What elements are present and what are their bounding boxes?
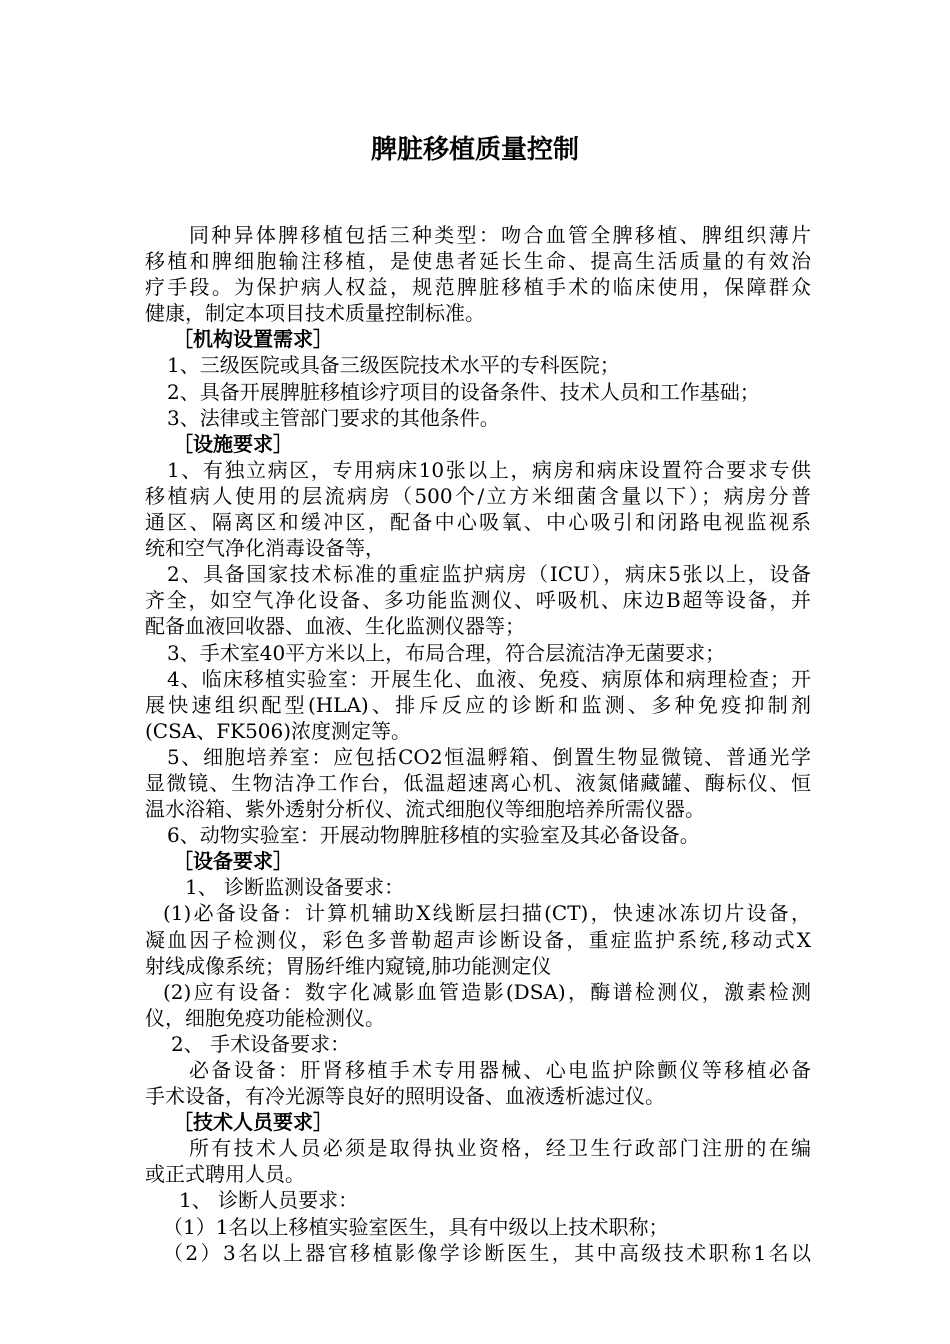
- text-line: 凝血因子检测仪，彩色多普勒超声诊断设备，重症监护系统,移动式X: [145, 927, 811, 952]
- text-line: (CSA、FK506)浓度测定等。: [145, 718, 412, 743]
- text-line: 所有技术人员必须是取得执业资格，经卫生行政部门注册的在编: [189, 1136, 811, 1161]
- text-line: 配备血液回收器、血液、生化监测仪器等；: [145, 614, 525, 639]
- text-line: 必备设备：肝肾移植手术专用器械、心电监护除颤仪等移植必备: [189, 1058, 811, 1082]
- text-line: 1、有独立病区，专用病床10张以上，病房和病床设置符合要求专供: [167, 457, 811, 482]
- text-line: （2）3名以上器官移植影像学诊断医生，其中高级技术职称1名以: [163, 1240, 811, 1265]
- text-line: 2、具备开展脾脏移植诊疗项目的设备条件、技术人员和工作基础；: [167, 379, 760, 404]
- text-line: 2、 手术设备要求：: [171, 1031, 351, 1056]
- text-line: 温水浴箱、紫外透射分析仪、流式细胞仪等细胞培养所需仪器。: [145, 797, 705, 822]
- text-line: (2)应有设备：数字化减影血管造影(DSA)，酶谱检测仪，激素检测: [163, 979, 811, 1004]
- text-line: 显微镜、生物洁净工作台，低温超速离心机、液氮储藏罐、酶标仪、恒: [145, 770, 811, 795]
- text-line: 仪，细胞免疫功能检测仪。: [145, 1005, 385, 1030]
- text-line: 移植病人使用的层流病房（500个/立方米细菌含量以下）；病房分普: [145, 483, 811, 508]
- text-line: 4、临床移植实验室：开展生化、血液、免疫、病原体和病理检查；开: [167, 666, 811, 691]
- text-line: 同种异体脾移植包括三种类型：吻合血管全脾移植、脾组织薄片: [189, 223, 811, 247]
- text-line: 3、法律或主管部门要求的其他条件。: [167, 405, 500, 430]
- text-line: 1、 诊断监测设备要求：: [185, 875, 405, 900]
- text-line: 移植和脾细胞输注移植，是使患者延长生命、提高生活质量的有效治: [145, 249, 811, 274]
- section-heading: ［设备要求］: [173, 849, 293, 874]
- text-line: 射线成像系统；胃肠纤维内窥镜,肺功能测定仪: [145, 953, 552, 978]
- text-line: 5、细胞培养室：应包括CO2恒温孵箱、倒置生物显微镜、普通光学: [167, 744, 811, 769]
- section-heading: ［技术人员要求］: [173, 1110, 333, 1135]
- section-heading: ［设施要求］: [173, 431, 293, 456]
- text-line: 统和空气净化消毒设备等，: [145, 536, 385, 561]
- text-line: 健康，制定本项目技术质量控制标准。: [145, 301, 485, 326]
- text-line: 6、动物实验室：开展动物脾脏移植的实验室及其必备设备。: [167, 823, 700, 848]
- text-line: 1、 诊断人员要求：: [179, 1188, 359, 1213]
- text-line: 手术设备，有冷光源等良好的照明设备、血液透析滤过仪。: [145, 1084, 665, 1109]
- text-line: 3、手术室40平方米以上，布局合理，符合层流洁净无菌要求；: [167, 640, 726, 665]
- text-line: 或正式聘用人员。: [145, 1162, 305, 1187]
- document-body: [145, 222, 811, 1266]
- text-line: 2、具备国家技术标准的重症监护病房（ICU），病床5张以上，设备: [167, 562, 811, 587]
- page-title: 脾脏移植质量控制: [370, 135, 579, 165]
- text-line: (1)必备设备：计算机辅助X线断层扫描(CT)，快速冰冻切片设备，: [163, 901, 811, 926]
- text-line: 通区、隔离区和缓冲区，配备中心吸氧、中心吸引和闭路电视监视系: [145, 510, 811, 535]
- section-heading: ［机构设置需求］: [173, 327, 333, 352]
- text-line: 齐全，如空气净化设备、多功能监测仪、呼吸机、床边B超等设备，并: [145, 588, 811, 613]
- text-line: 1、三级医院或具备三级医院技术水平的专科医院；: [167, 353, 620, 378]
- text-line: 疗手段。为保护病人权益，规范脾脏移植手术的临床使用，保障群众: [145, 275, 811, 300]
- text-line: （1）1名以上移植实验室医生，具有中级以上技术职称；: [163, 1214, 669, 1239]
- text-line: 展快速组织配型(HLA)、排斥反应的诊断和监测、多种免疫抑制剂: [145, 692, 811, 717]
